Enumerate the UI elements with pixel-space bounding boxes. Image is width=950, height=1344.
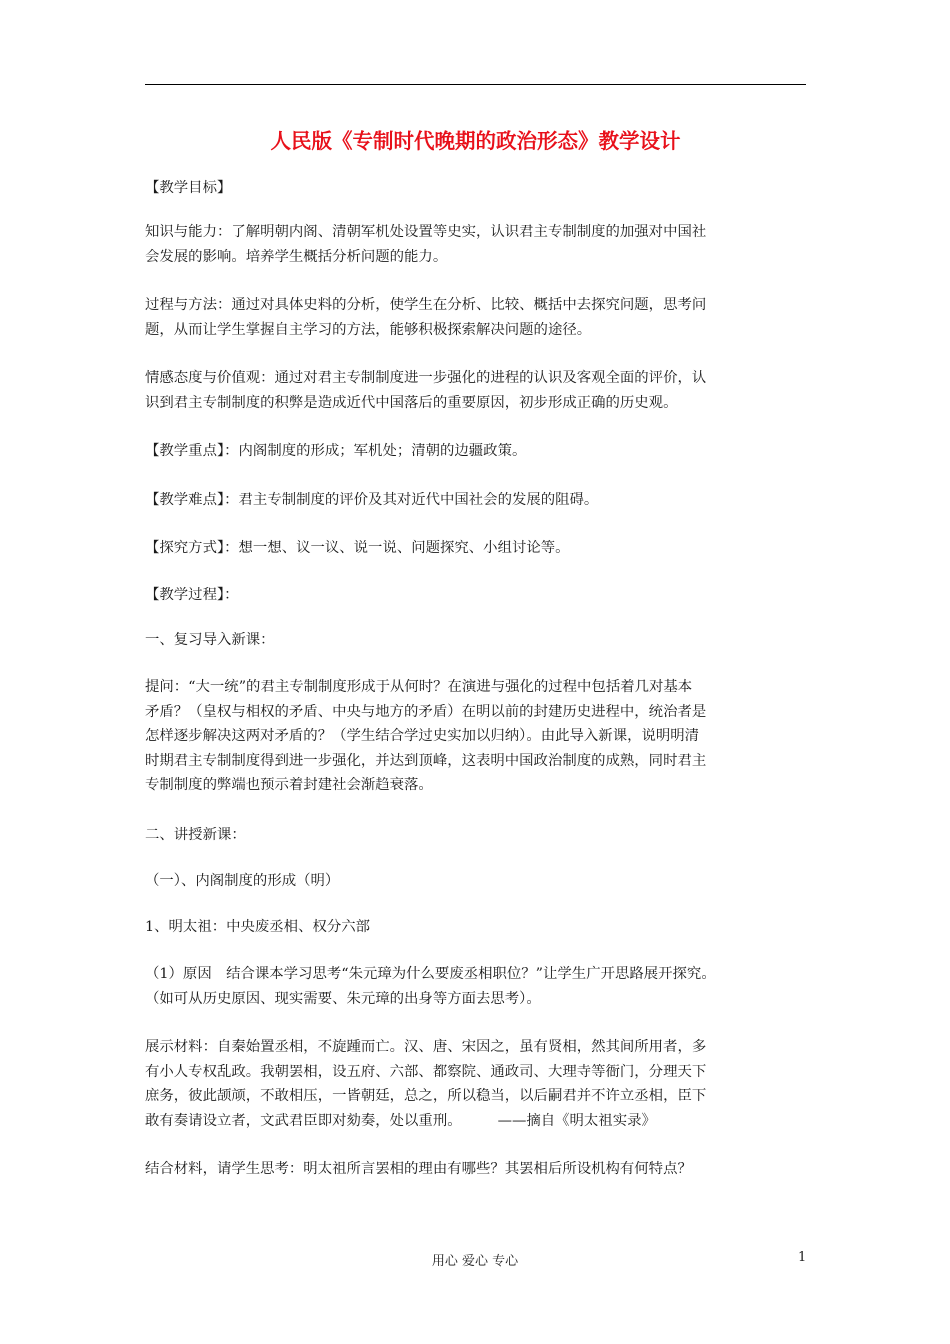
- paragraph-line: 怎样逐步解决这两对矛盾的？（学生结合学过史实加以归纳）。由此导入新课，说明明清: [145, 728, 700, 744]
- paragraph: [145, 915, 809, 940]
- paragraph-line: 会发展的影响。培养学生概括分析问题的能力。: [145, 248, 448, 265]
- paragraph: [145, 220, 809, 269]
- paragraph-line: 识到君主专制制度的积弊是造成近代中国落后的重要原因，初步形成正确的历史观。: [145, 394, 678, 411]
- paragraph-line: 结合材料，请学生思考：明太祖所言罢相的理由有哪些？其罢相后所设机构有何特点？: [145, 1161, 692, 1177]
- paragraph: [145, 488, 809, 513]
- paragraph-line: 过程与方法：通过对具体史料的分析，使学生在分析、比较、概括中去探究问题，思考问: [145, 297, 707, 313]
- paragraph-line: 【教学目标】: [145, 180, 232, 196]
- paragraph-line: 庶务，彼此颉颃，不敢相压，一皆朝廷，总之，所以稳当，以后嗣君并不许立丞相，臣下: [145, 1088, 707, 1104]
- paragraph-line: 【探究方式】：想一想、议一议、说一说、问题探究、小组讨论等。: [145, 540, 570, 556]
- paragraph-line: 有小人专权乱政。我朝罢相，设五府、六部、都察院、通政司、大理寺等衙门，分理天下: [145, 1063, 707, 1080]
- paragraph: [145, 536, 809, 561]
- paragraph: [145, 675, 809, 798]
- paragraph-line: 题，从而让学生掌握自主学习的方法，能够积极探索解决问题的途径。: [145, 321, 592, 338]
- document-title: 人民版《专制时代晚期的政治形态》教学设计: [270, 129, 681, 153]
- paragraph-line: （如可从历史原因、现实需要、朱元璋的出身等方面去思考）。: [145, 990, 541, 1007]
- paragraph: [145, 869, 809, 894]
- paragraph-line: 敢有奏请设立者，文武君臣即对劾奏，处以重刑。 ——摘自《明太祖实录》: [145, 1112, 656, 1129]
- paragraph-line: 知识与能力：了解明朝内阁、清朝军机处设置等史实，认识君主专制制度的加强对中国社: [145, 224, 707, 240]
- paragraph: [145, 176, 809, 201]
- paragraph: [145, 366, 809, 415]
- paragraph-line: 专制制度的弊端也预示着封建社会渐趋衰落。: [145, 777, 433, 793]
- paragraph: [145, 583, 809, 608]
- paragraph-line: 【教学过程】：: [145, 587, 239, 603]
- paragraph-line: 展示材料：自秦始置丞相，不旋踵而亡。汉、唐、宋因之，虽有贤相，然其间所用者，多: [145, 1039, 707, 1055]
- paragraph-line: 一、复习导入新课：: [145, 632, 275, 648]
- paragraph: [145, 962, 809, 1011]
- paragraph-line: 情感态度与价值观：通过对君主专制制度进一步强化的进程的认识及客观全面的评价，认: [145, 370, 707, 386]
- paragraph-line: 矛盾？（皇权与相权的矛盾、中央与地方的矛盾）在明以前的封建历史进程中，统治者是: [145, 703, 707, 720]
- paragraph-line: 时期君主专制制度得到进一步强化，并达到顶峰，这表明中国政治制度的成熟，同时君主: [145, 752, 707, 769]
- paragraph: [145, 439, 809, 464]
- paragraph: [145, 1157, 809, 1182]
- paragraph: [145, 293, 809, 342]
- paragraph-line: 提问：“大一统”的君主专制制度形成于从何时？在演进与强化的过程中包括着几对基本: [145, 679, 693, 695]
- paragraph-line: 二、讲授新课：: [145, 827, 246, 843]
- paragraph-line: （1）原因 结合课本学习思考“朱元璋为什么要废丞相职位？”让学生广开思路展开探究。: [145, 966, 716, 982]
- paragraph-line: 【教学难点】：君主专制制度的评价及其对近代中国社会的发展的阻碍。: [145, 492, 599, 508]
- header-rule: [145, 84, 806, 85]
- paragraph-line: （一）、内阁制度的形成（明）: [145, 873, 340, 889]
- paragraph: [145, 823, 809, 848]
- paragraph: [145, 1035, 809, 1133]
- paragraph-line: 1、明太祖：中央废丞相、权分六部: [145, 919, 371, 935]
- footer-motto: 用心 爱心 专心: [431, 1254, 519, 1269]
- paragraph: [145, 628, 809, 653]
- page-number: 1: [798, 1250, 807, 1265]
- paragraph-line: 【教学重点】：内阁制度的形成；军机处；清朝的边疆政策。: [145, 443, 527, 459]
